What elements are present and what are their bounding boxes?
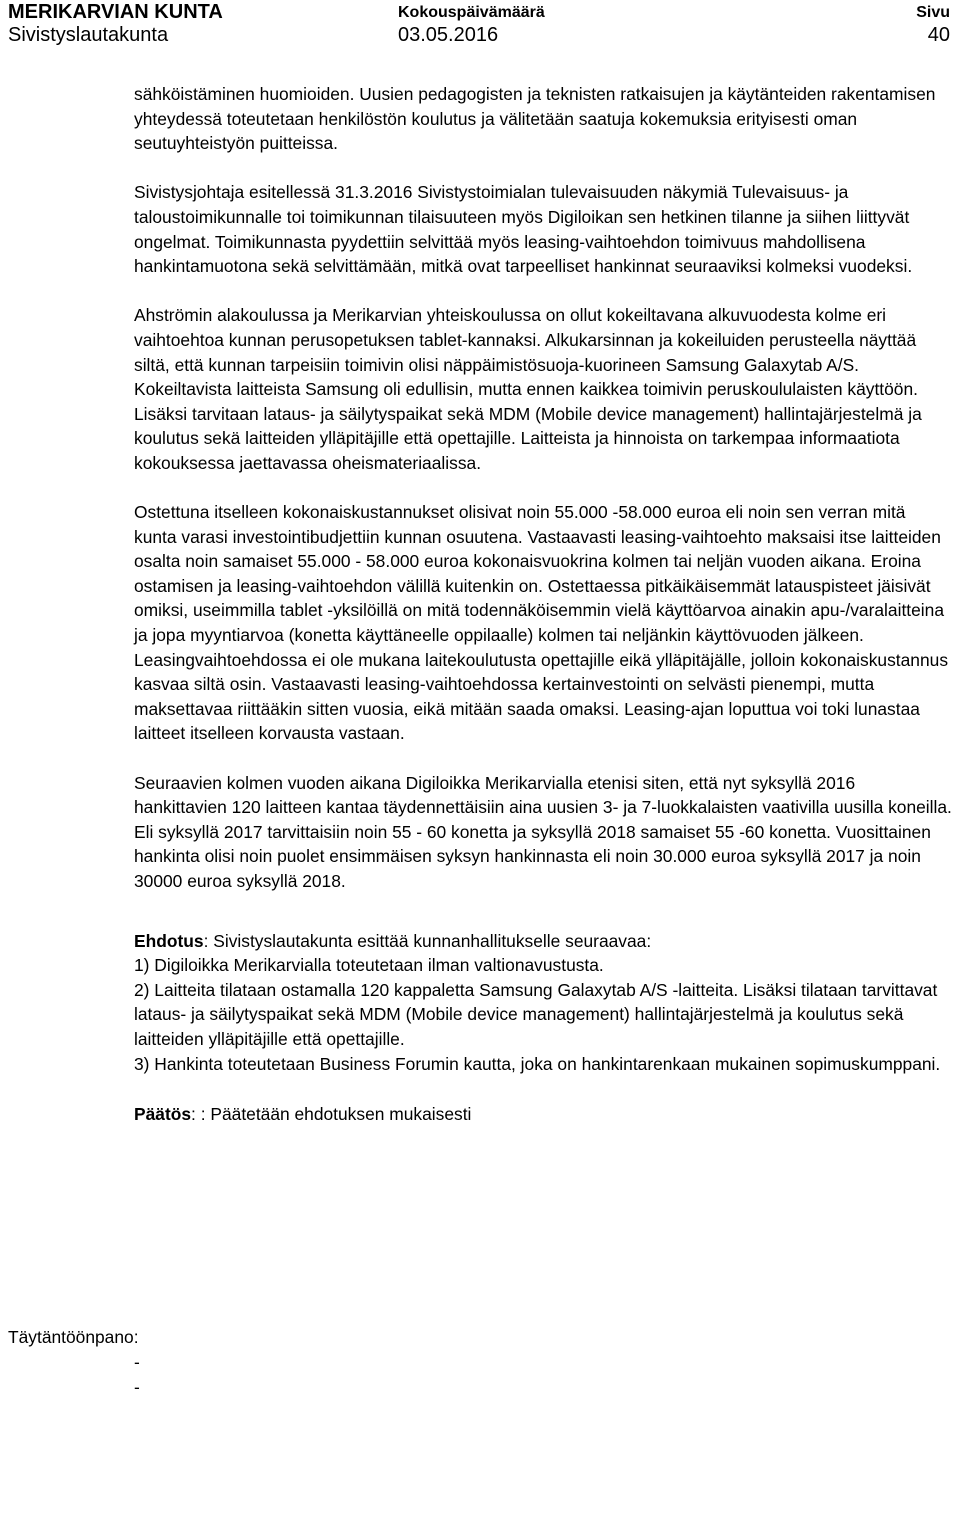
implementation-line: -	[134, 1352, 140, 1372]
paragraph: Sivistysjohtaja esitellessä 31.3.2016 Sivistystoimialan tulevaisuuden näkymiä Tulevaisuus- ja taloustoimikunnalle toi toimikunnan tilaisuuteen myös Digiloikan sen hetkinen tilanne ja siihen liittyvät ongelmat. Toimikunnasta pyydettiin selvittää myös leasing-vaihtoehdon toimivuus mahdollisena hankintamuotona sekä selvittämään, mitkä ovat tarpeelliset hankinnat seuraaviksi kolmeksi vuodeksi.	[134, 182, 913, 277]
decision-separator: :	[191, 1104, 196, 1125]
decision-label: Päätös	[134, 1104, 192, 1125]
proposal-label: Ehdotus	[134, 930, 204, 951]
paragraph: Ostettuna itselleen kokonaiskustannukset olisivat noin 55.000 -58.000 euroa eli noin sen verran mitä kunta varasi investointibudjettiin kunnan osuutena. Vastaavasti leasing-vaihtoehto maksaisi itse laitteiden osalta noin samaiset 55.000 - 58.000 euroa kokonaisvuokrina kolmen tai neljän vuoden aikana. Eroina ostamisen ja leasing-vaihtoehdon välillä kuitenkin on. Ostettaessa pitkäikäisemmät latauspisteet jäisivät omiksi, useimmilla tablet -yksilöillä on mitä todennäköisemmin vielä käyttöarvoa ainakin apu-/varalaitteina ja jopa myyntiarvoa (konetta käyttäneelle oppilaalle) kolmen tai neljänkin käyttövuoden jälkeen. Leasingvaihtoehdossa ei ole mukana laitekoulutusta opettajille eikä ylläpitäjälle, jolloin kokonaiskustannus kasvaa siltä osin. Vastaavasti leasing-vaihtoehdossa kertainvestointi on selvästi pienempi, mutta maksettavaa riittääkin sitten vuosia, eikä mitään saada omaksi. Leasing-ajan loputtua voi toki lunastaa laitteet itselleen korvausta vastaan.	[134, 502, 949, 744]
organization-name: MERIKARVIAN KUNTA	[8, 1, 223, 23]
decision-text: : Päätetään ehdotuksen mukaisesti	[195, 1104, 472, 1125]
committee-name: Sivistyslautakunta	[8, 24, 169, 46]
meeting-date-label: Kokouspäivämäärä	[398, 4, 545, 21]
decision-line	[134, 1102, 952, 1127]
proposal-separator: :	[203, 930, 209, 951]
implementation-line: -	[134, 1377, 140, 1397]
paragraph: sähköistäminen huomioiden. Uusien pedagogisten ja teknisten ratkaisujen ja käytänteiden rakentamisen yhteydessä toteutetaan henkilöstön koulutus ja välitetään saatuja kokemuksia erityisesti oman seutuyhteistyön puitteissa.	[134, 84, 936, 154]
decision-section	[134, 1102, 952, 1127]
implementation-label: Täytäntöönpano:	[8, 1327, 139, 1347]
paragraph: Ahströmin alakoulussa ja Merikarvian yhteiskoulussa on ollut kokeiltavana alkuvuodesta kolme eri vaihtoehtoa kunnan perusopetuksen tablet-kannaksi. Alkukarsinnan ja kokeiluiden perusteella näyttää siltä, että kunnan tarpeisiin toimivin olisi näppäimistösuoja-kuorineen Samsung Galaxytab A/S. Kokeiltavista laitteista Samsung oli edullisin, mutta ennen kaikkea toimivin peruskoululaisten käyttöön. Lisäksi tarvitaan lataus- ja säilytyspaikat sekä MDM (Mobile device management) hallintajärjestelmä ja koulutus sekä laitteiden ylläpitäjille että opettajille. Laitteista ja hinnoista on tarkempaa informaatiota kokouksessa jaettavassa oheismateriaalissa.	[134, 305, 922, 473]
proposal-item: 1) Digiloikka Merikarvialla toteutetaan ilman valtionavustusta.	[134, 955, 604, 976]
page-header	[0, 0, 960, 48]
page-label: Sivu	[916, 4, 950, 21]
proposal-item: 2) Laitteita tilataan ostamalla 120 kappaletta Samsung Galaxytab A/S -laitteita. Lisäksi tilataan tarvittavat lataus- ja säilytyspaikat sekä MDM (Mobile device management) hallintajärjestelmä ja koulutus sekä laitteiden ylläpitäjille että opettajille.	[134, 979, 938, 1049]
proposal-heading	[134, 929, 952, 954]
proposal-section	[134, 929, 952, 1077]
meeting-date: 03.05.2016	[398, 24, 499, 46]
proposal-intro: Sivistyslautakunta esittää kunnanhallitukselle seuraavaa:	[208, 930, 652, 951]
page-number: 40	[927, 24, 950, 46]
paragraph: Seuraavien kolmen vuoden aikana Digiloikka Merikarvialla etenisi siten, että nyt syksyllä 2016 hankittavien 120 laitteen kantaa täydennettäisiin aina uusien 3- ja 7-luokkalaisten vaativilla uusilla koneilla. Eli syksyllä 2017 tarvittaisiin noin 55 - 60 konetta ja syksyllä 2018 samaiset 55 -60 konetta. Vuosittainen hankinta olisi noin puolet ensimmäisen syksyn hankinnasta eli noin 30.000 euroa syksyllä 2017 ja noin 30000 euroa syksyllä 2018.	[134, 772, 952, 891]
document-body	[134, 82, 952, 1127]
proposal-item: 3) Hankinta toteutetaan Business Forumin kautta, joka on hankintarenkaan mukainen sopimuskumppani.	[134, 1053, 941, 1074]
